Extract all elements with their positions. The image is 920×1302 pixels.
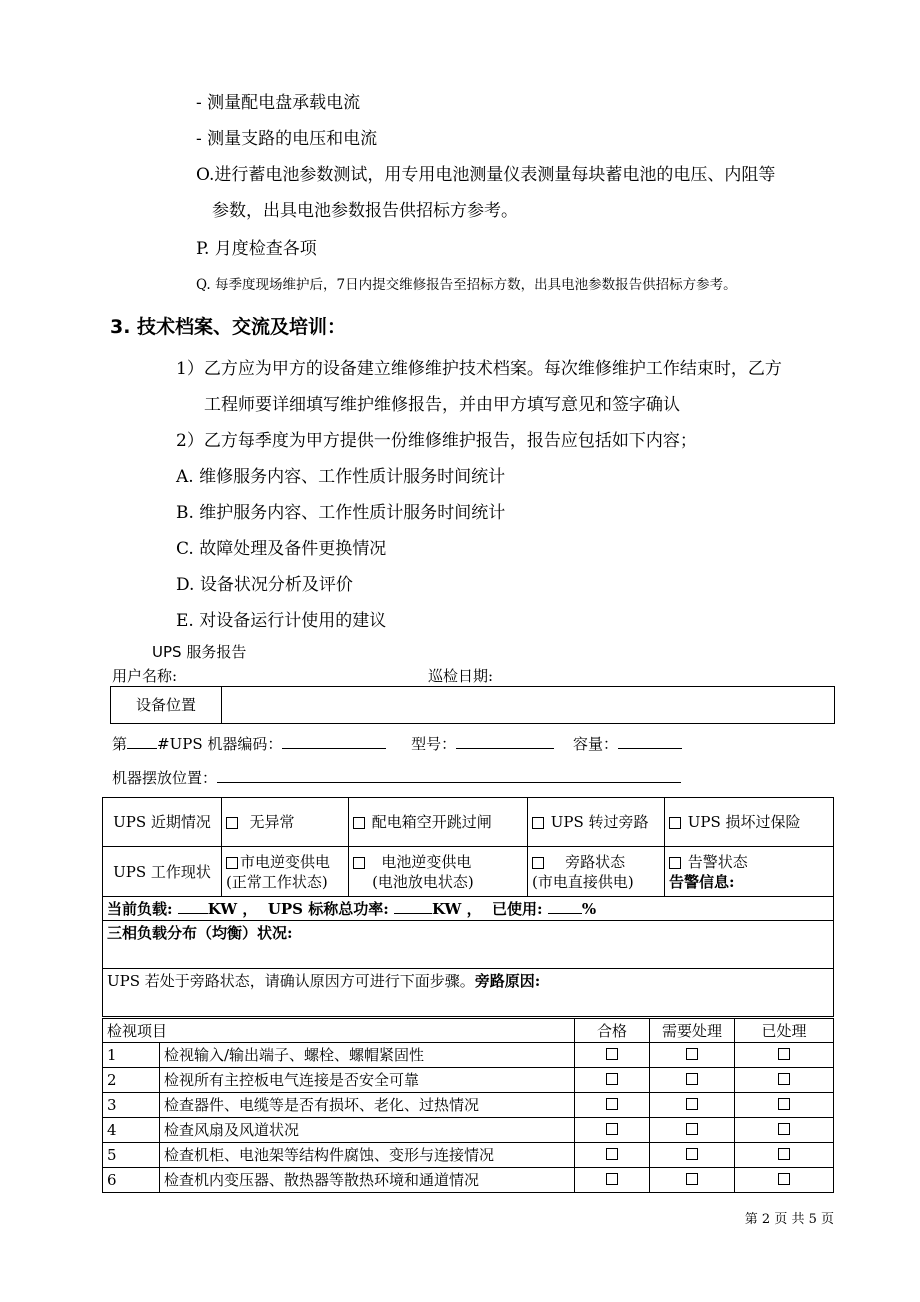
list-item: D. 设备状况分析及评价 bbox=[176, 575, 353, 595]
usage-percent-field[interactable] bbox=[548, 900, 582, 914]
capacity-field[interactable] bbox=[618, 734, 682, 749]
recent-option[interactable]: UPS 损坏过保险 bbox=[665, 798, 834, 847]
bypass-field[interactable]: UPS 若处于旁路状态，请确认原因方可进行下面步骤。旁路原因: bbox=[103, 969, 834, 1017]
rated-power-field[interactable] bbox=[394, 900, 432, 914]
capacity-label: 容量： bbox=[572, 735, 618, 753]
recent-label: UPS 近期情况 bbox=[103, 798, 222, 847]
list-item: E. 对设备运行计使用的建议 bbox=[176, 611, 387, 631]
checkbox[interactable] bbox=[650, 1043, 735, 1068]
table-row: 6 检查机内变压器、散热器等散热环境和通道情况 bbox=[103, 1168, 834, 1193]
location-table bbox=[110, 686, 835, 724]
report-title: UPS 服务报告 bbox=[152, 643, 247, 661]
placement-field[interactable] bbox=[217, 768, 681, 783]
machine-line bbox=[112, 734, 682, 754]
location-label: 设备位置 bbox=[111, 687, 222, 724]
checkbox-icon bbox=[226, 817, 238, 829]
checkbox-icon bbox=[353, 857, 365, 869]
status-option[interactable]: 告警状态 告警信息: bbox=[665, 847, 834, 897]
checkbox-icon bbox=[353, 817, 365, 829]
list-item: - 测量配电盘承载电流 bbox=[196, 93, 361, 113]
paragraph: 1）乙方应为甲方的设备建立维修维护技术档案。每次维修维护工作结束时，乙方 bbox=[176, 359, 782, 379]
ups-report-table bbox=[102, 797, 834, 1017]
checkbox[interactable] bbox=[575, 1118, 650, 1143]
page-number: 第 2 页 共 5 页 bbox=[744, 1212, 834, 1227]
list-item: C. 故障处理及备件更换情况 bbox=[176, 539, 387, 559]
placement-line bbox=[112, 768, 681, 788]
recent-option[interactable]: 无异常 bbox=[222, 798, 349, 847]
checkbox[interactable] bbox=[650, 1093, 735, 1118]
checkbox-icon bbox=[226, 857, 238, 869]
model-label: 型号： bbox=[411, 735, 457, 753]
status-label: UPS 工作现状 bbox=[103, 847, 222, 897]
checkbox[interactable] bbox=[575, 1043, 650, 1068]
checkbox[interactable] bbox=[575, 1168, 650, 1193]
check-header-need: 需要处理 bbox=[650, 1019, 735, 1043]
table-row: 5 检查机柜、电池架等结构件腐蚀、变形与连接情况 bbox=[103, 1143, 834, 1168]
checkbox[interactable] bbox=[575, 1143, 650, 1168]
section-heading: 3. 技术档案、交流及培训： bbox=[110, 316, 347, 338]
checkbox[interactable] bbox=[575, 1068, 650, 1093]
status-option[interactable]: 电池逆变供电 (电池放电状态) bbox=[349, 847, 528, 897]
checkbox[interactable] bbox=[735, 1168, 834, 1193]
load-line: 当前负载: KW ， UPS 标称总功率: KW ， 已使用: % bbox=[103, 897, 834, 921]
checkbox[interactable] bbox=[650, 1118, 735, 1143]
checkbox[interactable] bbox=[650, 1168, 735, 1193]
list-item: P. 月度检查各项 bbox=[196, 239, 317, 259]
list-item-continuation: 参数，出具电池参数报告供招标方参考。 bbox=[212, 201, 518, 221]
machine-number-field[interactable] bbox=[127, 734, 157, 749]
location-field[interactable] bbox=[222, 687, 835, 724]
checkbox[interactable] bbox=[650, 1068, 735, 1093]
machine-code-label: #UPS 机器编码： bbox=[157, 735, 283, 753]
list-item: O.进行蓄电池参数测试，用专用电池测量仪表测量每块蓄电池的电压、内阻等 bbox=[196, 165, 776, 185]
checkbox-icon bbox=[532, 857, 544, 869]
check-header-item: 检视项目 bbox=[103, 1019, 575, 1043]
user-name-label: 用户名称: bbox=[112, 667, 178, 685]
checkbox[interactable] bbox=[735, 1093, 834, 1118]
table-row: 4 检查风扇及风道状况 bbox=[103, 1118, 834, 1143]
checkbox-icon bbox=[669, 817, 681, 829]
recent-option[interactable]: UPS 转过旁路 bbox=[528, 798, 665, 847]
table-row: 3 检查器件、电缆等是否有损坏、老化、过热情况 bbox=[103, 1093, 834, 1118]
list-item: - 测量支路的电压和电流 bbox=[196, 129, 378, 149]
inspection-date-label: 巡检日期: bbox=[428, 667, 494, 685]
model-field[interactable] bbox=[456, 734, 554, 749]
checkbox-icon bbox=[669, 857, 681, 869]
status-option[interactable]: 旁路状态 (市电直接供电) bbox=[528, 847, 665, 897]
checkbox[interactable] bbox=[735, 1143, 834, 1168]
paragraph: 2）乙方每季度为甲方提供一份维修维护报告，报告应包括如下内容； bbox=[176, 431, 697, 451]
machine-code-field[interactable] bbox=[282, 734, 386, 749]
checkbox[interactable] bbox=[735, 1043, 834, 1068]
paragraph: 工程师要详细填写维护维修报告，并由甲方填写意见和签字确认 bbox=[204, 395, 680, 415]
list-item: A. 维修服务内容、工作性质计服务时间统计 bbox=[176, 467, 506, 487]
checkbox[interactable] bbox=[575, 1093, 650, 1118]
checkbox[interactable] bbox=[735, 1068, 834, 1093]
machine-prefix: 第 bbox=[112, 735, 128, 753]
three-phase-field[interactable]: 三相负载分布（均衡）状况: bbox=[103, 921, 834, 969]
checkbox[interactable] bbox=[650, 1143, 735, 1168]
current-load-field[interactable] bbox=[178, 900, 208, 914]
list-item: B. 维护服务内容、工作性质计服务时间统计 bbox=[176, 503, 506, 523]
table-row: 2 检视所有主控板电气连接是否安全可靠 bbox=[103, 1068, 834, 1093]
status-option[interactable]: 市电逆变供电 (正常工作状态) bbox=[222, 847, 349, 897]
table-row: 1 检视输入/输出端子、螺栓、螺帽紧固性 bbox=[103, 1043, 834, 1068]
check-header-done: 已处理 bbox=[735, 1019, 834, 1043]
placement-label: 机器摆放位置： bbox=[112, 769, 218, 787]
check-items-table bbox=[102, 1018, 834, 1193]
list-item: Q. 每季度现场维护后，7日内提交维修报告至招标方数，出具电池参数报告供招标方参考。 bbox=[196, 277, 737, 293]
recent-option[interactable]: 配电箱空开跳过闸 bbox=[349, 798, 528, 847]
checkbox[interactable] bbox=[735, 1118, 834, 1143]
check-header-ok: 合格 bbox=[575, 1019, 650, 1043]
checkbox-icon bbox=[532, 817, 544, 829]
